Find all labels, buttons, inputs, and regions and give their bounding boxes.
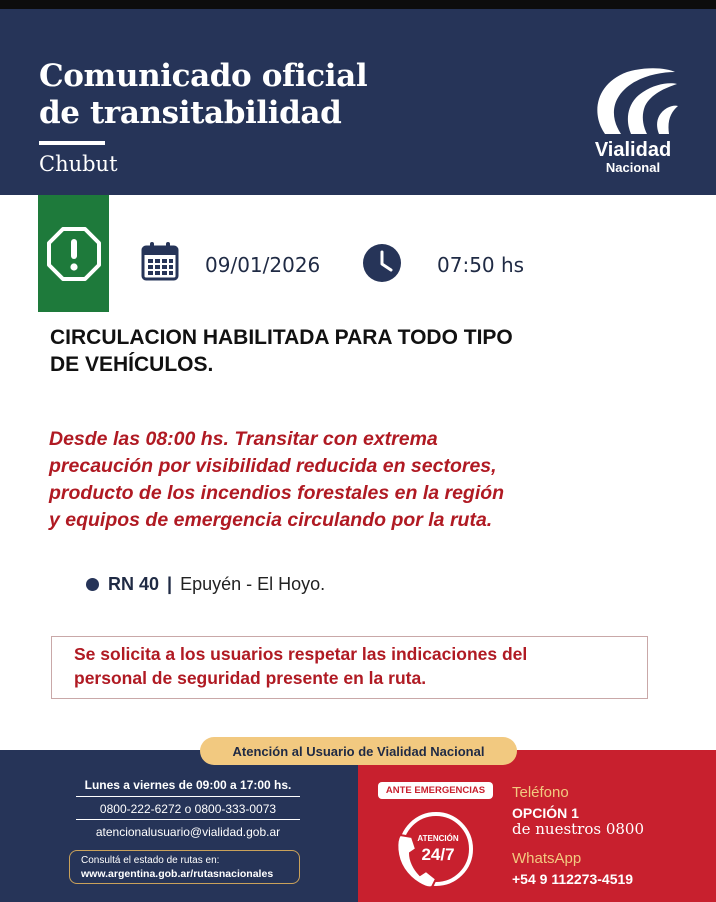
route-status-link[interactable]: www.argentina.gob.ar/rutasnacionales bbox=[81, 868, 274, 880]
title-line-1: Comunicado oficial bbox=[39, 58, 368, 94]
route-separator: | bbox=[167, 574, 173, 594]
phone-option: OPCIÓN 1 bbox=[512, 805, 579, 821]
alert-octagon-icon bbox=[46, 226, 102, 282]
notice-line: Desde las 08:00 hs. Transitar con extrema bbox=[49, 428, 438, 450]
phone-numbers: 0800-222-6272 o 0800-333-0073 bbox=[99, 802, 277, 816]
notice-line: y equipos de emergencia circulando por la ruta. bbox=[49, 509, 493, 531]
bullet-icon bbox=[86, 578, 99, 591]
logo-line-2: Nacional bbox=[605, 160, 661, 175]
whatsapp-number[interactable]: +54 9 112273-4519 bbox=[512, 871, 634, 887]
phone-label: Teléfono bbox=[512, 784, 569, 801]
route-code: RN 40 bbox=[108, 574, 160, 594]
title-underline bbox=[39, 141, 105, 145]
page-title bbox=[39, 58, 459, 132]
phone-option-detail: de nuestros 0800 bbox=[512, 820, 645, 838]
user-attention-pill: Atención al Usuario de Vialidad Nacional bbox=[200, 737, 517, 765]
time-value: 07:50 hs bbox=[437, 253, 525, 277]
vialidad-logo bbox=[578, 64, 688, 175]
notice-line: precaución por visibilidad reducida en sectores, bbox=[49, 455, 497, 477]
header bbox=[0, 9, 716, 195]
whatsapp-label: WhatsApp bbox=[512, 850, 582, 867]
emergency-label: ANTE EMERGENCIAS bbox=[378, 782, 493, 799]
divider bbox=[76, 796, 300, 797]
precaution-notice bbox=[49, 426, 569, 534]
route-section: Epuyén - El Hoyo. bbox=[180, 574, 326, 594]
attention-value: 24/7 bbox=[421, 845, 455, 864]
divider bbox=[76, 819, 300, 820]
vialidad-road-icon bbox=[587, 64, 679, 138]
request-line: personal de seguridad presente en la ruta. bbox=[74, 668, 427, 688]
safety-request-box bbox=[51, 636, 648, 699]
request-line: Se solicita a los usuarios respetar las indicaciones del bbox=[74, 644, 528, 664]
office-hours: Lunes a viernes de 09:00 a 17:00 hs. bbox=[84, 778, 292, 792]
route-status-label: Consultá el estado de rutas en: bbox=[81, 855, 220, 866]
contact-email[interactable]: atencionalusuario@vialidad.gob.ar bbox=[95, 825, 281, 839]
attention-label: ATENCIÓN bbox=[417, 834, 459, 843]
title-line-2: de transitabilidad bbox=[39, 95, 342, 131]
alert-badge bbox=[38, 195, 109, 312]
date-value: 09/01/2026 bbox=[205, 253, 321, 277]
calendar-icon bbox=[141, 241, 179, 286]
route-item bbox=[86, 574, 325, 595]
notice-line: producto de los incendios forestales en la región bbox=[49, 482, 505, 504]
logo-line-1: Vialidad bbox=[594, 139, 672, 161]
top-strip bbox=[0, 0, 716, 9]
province-label: Chubut bbox=[39, 152, 118, 176]
status-headline: CIRCULACION HABILITADA PARA TODO TIPO DE VEHÍCULOS. bbox=[50, 326, 513, 376]
clock-icon bbox=[362, 243, 402, 288]
route-status-box bbox=[69, 850, 300, 884]
attention-24-7-badge bbox=[392, 807, 476, 896]
